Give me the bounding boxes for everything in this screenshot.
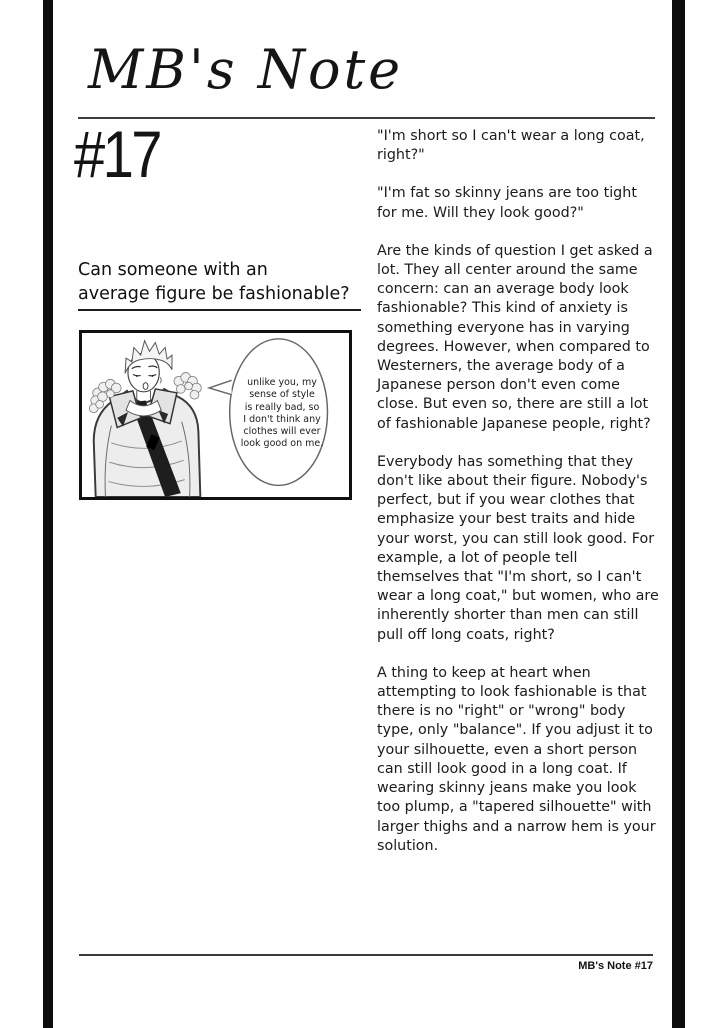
paragraph-intro: Are the kinds of question I get asked a lot. They all center around the same concern: can an average body look fashionable? This kind of anxiety is something everyone has in varying degrees. However, when compared to Westerners, the average body of a Japanese person don't even come close. But even so, there are still a lot of fashionable Japanese people, right? <box>377 242 653 432</box>
bubble-line: is really bad, so <box>244 401 320 413</box>
issue-number: #17 <box>74 117 160 191</box>
article-heading-line-1: Can someone with an <box>78 260 268 280</box>
title-underline <box>78 117 655 119</box>
article-body <box>377 127 660 875</box>
page-title: MB's Note <box>88 38 404 101</box>
paragraph-quote-1: "I'm short so I can't wear a long coat, right?" <box>377 128 645 164</box>
bubble-line: sense of style <box>249 389 315 401</box>
heading-underline <box>78 309 361 311</box>
bubble-line: clothes will ever <box>243 426 321 438</box>
paragraph-advice-2: A thing to keep at heart when attempting to look fashionable is that there is no "right" or "wrong" body type, only "balance". If you adjust it to your silhouette, even a short person can still look good in a long coat. If wearing skinny jeans make you look too plump, a "tapered silhouette" with larger thighs and a narrow hem is your solution. <box>377 664 656 854</box>
left-margin-bar <box>43 0 53 1028</box>
paragraph-advice-1: Everybody has something that they don't like about their figure. Nobody's perfect, but if you wear clothes that emphasize your best traits and hide your worst, you can still look good. For example, a lot of people tell themselves that "I'm short, so I can't wear a long coat," but women, who are inherently shorter than men can still pull off long coats, right? <box>377 453 659 643</box>
bubble-line: look good on me. <box>240 438 324 450</box>
bubble-line: I don't think any <box>243 413 321 425</box>
speech-bubble-text <box>232 377 332 451</box>
paragraph-quote-2: "I'm fat so skinny jeans are too tight for me. Will they look good?" <box>377 185 637 221</box>
fur-trim-right <box>174 373 201 400</box>
bubble-line: unlike you, my <box>247 377 317 388</box>
footer-label: MB's Note #17 <box>578 960 653 972</box>
footer-rule <box>79 954 653 956</box>
article-heading-line-2: average figure be fashionable? <box>78 284 350 304</box>
article-heading <box>78 258 378 306</box>
right-margin-bar <box>672 0 685 1028</box>
manga-panel <box>79 330 352 500</box>
